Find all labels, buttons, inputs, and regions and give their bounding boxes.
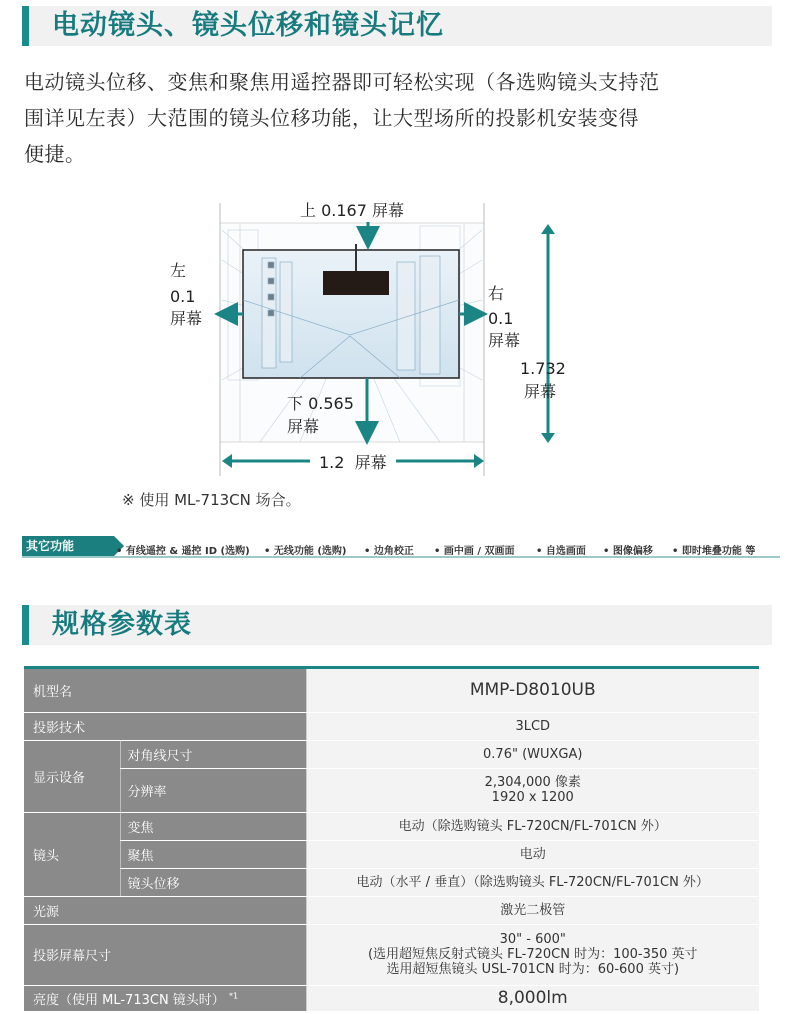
shift-label: 镜头位移 (120, 868, 306, 896)
screen-label: 投影屏幕尺寸 (24, 924, 306, 985)
diag-label: 对角线尺寸 (120, 740, 306, 768)
intro-line: 便捷。 (24, 142, 86, 166)
brightness-value: 8,000lm (306, 985, 759, 1011)
intro-line: 电动镜头位移、变焦和聚焦用遥控器即可轻松实现（各选购镜头支持范 (24, 70, 660, 94)
zoom-label: 变焦 (120, 812, 306, 840)
section-title: 规格参数表 (52, 609, 192, 640)
brightness-label-text: 亮度（使用 ML-713CN 镜头时） (33, 992, 225, 1008)
brightness-label (24, 985, 306, 1011)
lens-label: 镜头 (24, 812, 120, 896)
feature-item: • 即时堆叠功能 等 (672, 546, 756, 557)
screen-value-line: 选用超短焦镜头 USL-701CN 时为：60-600 英寸) (386, 962, 680, 977)
projector-shape (323, 271, 389, 295)
spec-table (24, 669, 759, 1012)
shift-left-dir: 左 (170, 261, 187, 280)
shift-left-value: 0.1 (170, 287, 196, 306)
table-row (24, 712, 759, 740)
lens-shift-diagram (0, 196, 790, 676)
height-unit: 屏幕 (524, 382, 557, 401)
table-row (24, 669, 759, 712)
light-label: 光源 (24, 896, 306, 924)
table-row (24, 740, 759, 768)
footnote-mark: *1 (228, 991, 239, 1001)
shift-down-unit: 屏幕 (287, 417, 320, 436)
intro-paragraph (24, 64, 769, 172)
display-label: 显示设备 (24, 740, 120, 812)
screen-value-line: (选用超短焦反射式镜头 FL-720CN 时为：100-350 英寸 (367, 947, 698, 962)
screen-value-line: 30" - 600" (499, 932, 566, 947)
screen-value (306, 924, 759, 985)
focus-value: 电动 (306, 840, 759, 868)
res-label: 分辨率 (120, 768, 306, 812)
feature-item: • 无线功能 (选购) (264, 546, 347, 557)
section-title: 电动镜头、镜头位移和镜头记忆 (52, 10, 444, 41)
usage-note: ※ 使用 ML-713CN 场合。 (122, 491, 301, 509)
table-row (24, 896, 759, 924)
zoom-value: 电动（除选购镜头 FL-720CN/FL-701CN 外） (306, 812, 759, 840)
table-row (24, 840, 759, 868)
section-header-lens (22, 6, 772, 46)
section-accent-bar (22, 605, 29, 645)
table-row (24, 768, 759, 812)
diag-value: 0.76" (WUXGA) (306, 740, 759, 768)
feature-item: • 图像偏移 (603, 546, 653, 557)
feature-item: • 自选画面 (536, 546, 586, 557)
shift-right-value: 0.1 (488, 309, 514, 328)
other-features-tag: 其它功能 (22, 536, 114, 556)
height-value: 1.732 (520, 359, 566, 378)
feature-item: • 画中画 / 双画面 (434, 546, 515, 557)
shift-right-dir: 右 (488, 284, 505, 303)
shift-left-unit: 屏幕 (170, 309, 203, 328)
light-value: 激光二极管 (306, 896, 759, 924)
section-accent-bar (22, 6, 29, 46)
res-value-line: 1920 x 1200 (491, 790, 574, 805)
intro-line: 围详见左表）大范围的镜头位移功能，让大型场所的投影机安装变得 (24, 106, 639, 130)
res-value (306, 768, 759, 812)
width-label: 1.2 屏幕 (319, 453, 387, 472)
other-features-bar (22, 536, 777, 560)
tech-label: 投影技术 (24, 712, 306, 740)
table-row (24, 924, 759, 985)
table-row (24, 868, 759, 896)
shift-value: 电动（水平 / 垂直）（除选购镜头 FL-720CN/FL-701CN 外） (306, 868, 759, 896)
shift-down-value: 下 0.565 (287, 394, 354, 413)
model-label: 机型名 (24, 669, 306, 712)
feature-item: • 边角校正 (364, 546, 414, 557)
feature-item: • 有线遥控 & 遥控 ID (选购) (116, 546, 250, 557)
focus-label: 聚焦 (120, 840, 306, 868)
table-row (24, 812, 759, 840)
model-value: MMP-D8010UB (306, 669, 759, 712)
table-row (24, 985, 759, 1011)
shift-up-label: 上 0.167 屏幕 (300, 201, 404, 220)
tech-value: 3LCD (306, 712, 759, 740)
res-value-line: 2,304,000 像素 (484, 775, 581, 790)
section-header-spec (22, 605, 772, 645)
shift-right-unit: 屏幕 (488, 331, 521, 350)
